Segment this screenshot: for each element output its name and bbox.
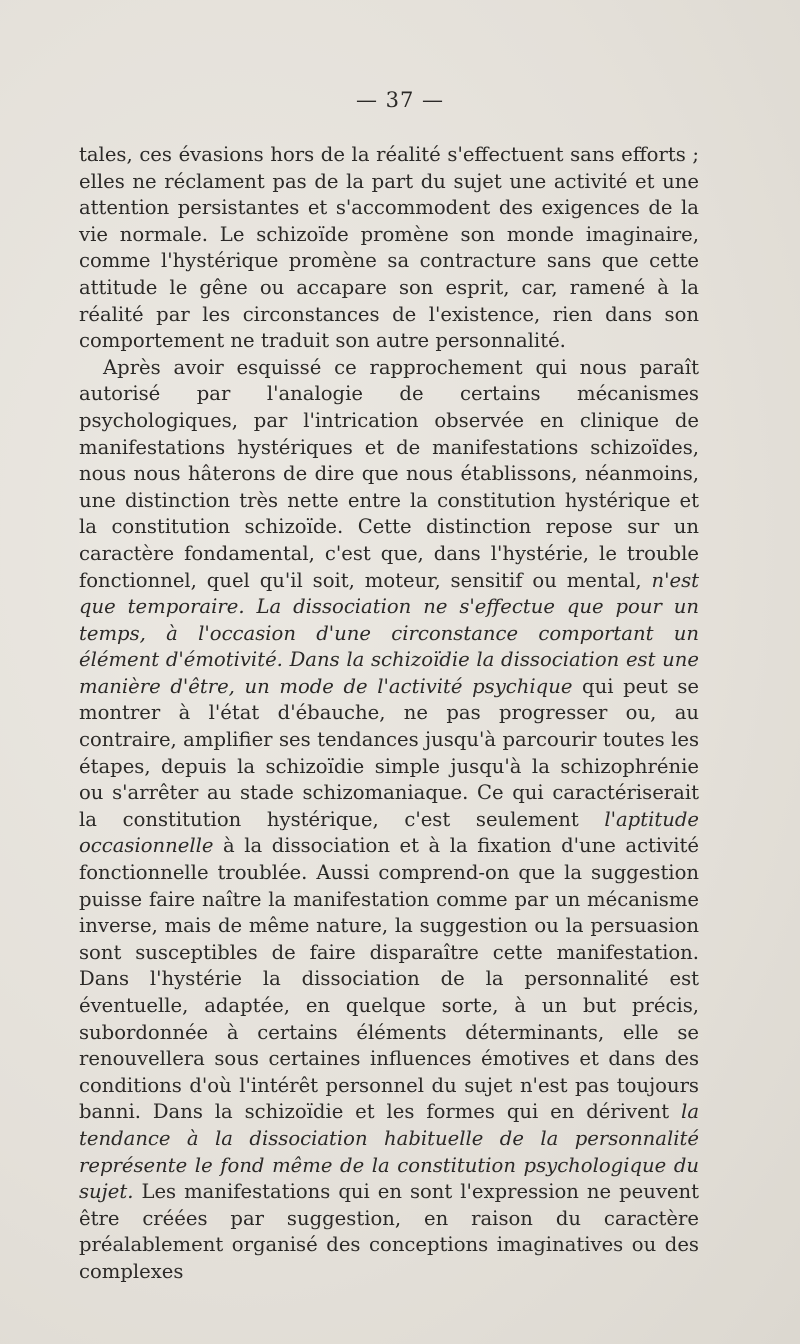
paragraph-2: [79, 355, 699, 1286]
italic-text-run: n'est que temporaire. La dissociation ne s'effectue que pour un temps, à l'occasion d'une circonstance comportant un élément d'émotivité. Dans la schizoïdie la dissociation est une manière d'être, un mode de l'activité psychique: [79, 568, 699, 698]
page-number: — 37 —: [355, 88, 445, 112]
italic-text-run: l'aptitude occasionnelle: [79, 807, 699, 858]
body-text: [79, 142, 699, 1286]
text-run: tales, ces évasions hors de la réalité s'effectuent sans efforts ; elles ne réclament pas de la part du sujet une activité et une attention persistantes et s'accommodent des exigences de la vie normale. Le schizoïde promène son monde imaginaire, comme l'hystérique promène sa contracture sans que cette attitude le gêne ou accapare son esprit, car, ramené à la réalité par les circonstances de l'existence, rien dans son comportement ne traduit son autre personnalité.: [79, 143, 699, 353]
paragraph-1: [79, 142, 699, 355]
text-run: qui peut se montrer à l'état d'ébauche, ne pas progresser ou, au contraire, amplifier ses tendances jusqu'à parcourir toutes les étapes, depuis la schizoïdie simple jusqu'à la schizophrénie ou s'arrêter au stade schizomaniaque. Ce qui caractériserait la constitution hystérique, c'est seulement: [79, 674, 699, 831]
italic-text-run: la tendance à la dissociation habituelle de la personnalité représente le fond même de la constitution psychologique du sujet.: [79, 1100, 699, 1204]
text-run: Les manifestations qui en sont l'expression ne peuvent être créées par suggestion, en raison du caractère préalablement organisé des conceptions imaginatives ou des complexes: [79, 1180, 699, 1283]
text-run: à la dissociation et à la fixation d'une activité fonctionnelle troublée. Aussi comprend-on que la suggestion puisse faire naître la manifestation comme par un mécanisme inverse, mais de même nature, la suggestion ou la persuasion sont susceptibles de faire disparaître cette manifestation. Dans l'hystérie la dissociation de la personnalité est éventuelle, adaptée, en quelque sorte, à un but précis, subordonnée à certains éléments déterminants, elle se renouvellera sous certaines influences émotives et dans des conditions d'où l'intérêt personnel du sujet n'est pas toujours banni. Dans la schizoïdie et les formes qui en dérivent: [79, 834, 699, 1124]
text-run: Après avoir esquissé ce rapprochement qui nous paraît autorisé par l'analogie de certains mécanismes psychologiques, par l'intrication observée en clinique de manifestations hystériques et de manifestations schizoïdes, nous nous hâterons de dire que nous établissons, néanmoins, une distinction très nette entre la constitution hystérique et la constitution schizoïde. Cette distinction repose sur un caractère fondamental, c'est que, dans l'hystérie, le trouble fonctionnel, quel qu'il soit, moteur, sensitif ou mental,: [79, 355, 699, 592]
